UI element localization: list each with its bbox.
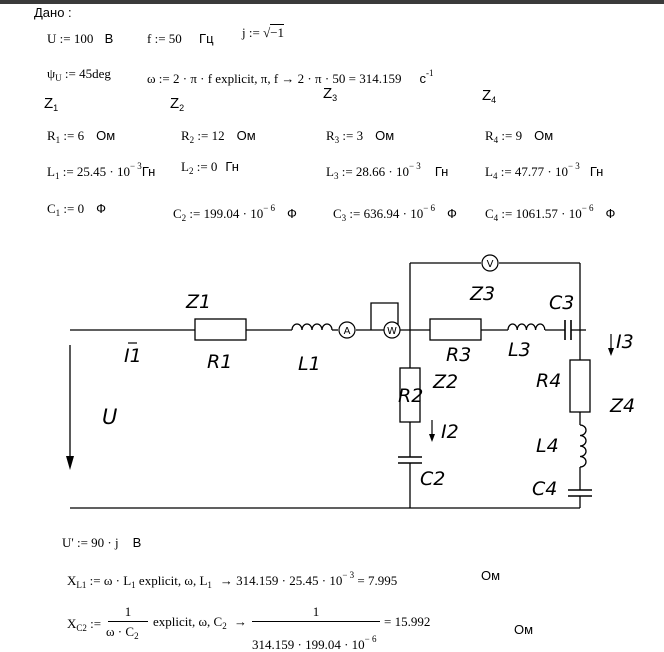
z2-heading: $Z_2$ bbox=[170, 95, 185, 113]
inductor-l4 bbox=[580, 425, 586, 467]
xc2-denominator-evaluated: $314.159 \cdot 199.04 \cdot 10^{- 6}$ bbox=[252, 634, 377, 652]
xc2-explicit: explicit, ω, $C_2$ bbox=[153, 614, 227, 631]
xc2-fraction-bar-evaluated bbox=[252, 621, 380, 622]
xc2-fraction-bar bbox=[108, 621, 148, 622]
label-z1: Z1 bbox=[186, 291, 212, 313]
capacitor-c2 bbox=[398, 457, 422, 463]
c1-definition: $C_1$ := 0 Ф bbox=[47, 201, 107, 218]
z1-heading: $Z_1$ bbox=[44, 95, 59, 113]
xc2-numerator-evaluated: 1 bbox=[312, 604, 320, 619]
xc2-unit: Ом bbox=[514, 622, 534, 637]
voltage-definition: U := 100 В bbox=[47, 31, 114, 46]
inductor-l3 bbox=[508, 324, 545, 330]
xc2-numerator: 1 bbox=[124, 604, 132, 619]
xc2-arrow: → bbox=[234, 614, 247, 629]
label-i2: I2 bbox=[441, 421, 459, 443]
current-i2-arrowhead bbox=[429, 434, 435, 442]
circuit-wires bbox=[70, 263, 586, 508]
l2-definition: $L_2$ := 0 Гн bbox=[181, 159, 239, 176]
label-c3: C3 bbox=[549, 292, 575, 314]
window-top-border bbox=[0, 0, 664, 4]
circuit-diagram bbox=[0, 240, 664, 530]
c2-definition: $C_2$ := $199.04 \cdot 10^{- 6}$ Ф bbox=[173, 203, 297, 223]
label-c4: C4 bbox=[532, 478, 558, 500]
angular-frequency-definition: ω := 2 · π · f explicit, π, f → 2 · π · 50 = 314.159 $c^{-1}$ bbox=[147, 68, 434, 86]
label-l4: L4 bbox=[536, 435, 559, 457]
section-title: Дано : bbox=[34, 5, 72, 20]
inductor-l1 bbox=[292, 324, 332, 330]
resistor-r1 bbox=[195, 319, 246, 340]
label-r4: R4 bbox=[536, 370, 562, 392]
r3-definition: $R_3$ := 3 Ом bbox=[326, 128, 395, 145]
xc2-denominator: $\omega \cdot C_2$ bbox=[106, 624, 139, 641]
label-l3: L3 bbox=[508, 339, 531, 361]
xl1-definition: $X_{L1}$ := $\omega \cdot L_1$ explicit, ω, $L_1 \to 314.159 \cdot 25.45 \cdot 10^{- 3} = 7.995$ bbox=[67, 570, 398, 590]
label-r2: R2 bbox=[398, 385, 424, 407]
resistor-r3 bbox=[430, 319, 481, 340]
r2-definition: $R_2$ := 12 Ом bbox=[181, 128, 256, 145]
label-i1: I1 bbox=[124, 345, 142, 367]
label-z4: Z4 bbox=[610, 395, 636, 417]
xc2-symbol: $X_{C2}$ := bbox=[67, 616, 102, 633]
z3-heading: $Z_3$ bbox=[323, 85, 338, 103]
label-u: U bbox=[102, 405, 118, 429]
l1-definition: $L_1$ := $25.45 \cdot 10^{- 3}Гн$ bbox=[47, 161, 156, 181]
current-i3-arrowhead bbox=[608, 348, 614, 356]
label-r3: R3 bbox=[446, 344, 472, 366]
c3-definition: $C_3$ := $636.94 \cdot 10^{- 6}$ Ф bbox=[333, 203, 457, 223]
voltmeter-label: V bbox=[486, 259, 494, 270]
wattmeter-label: W bbox=[387, 326, 397, 337]
ammeter-label: A bbox=[343, 326, 351, 337]
phase-definition: $\psi_U$ := 45deg bbox=[47, 66, 111, 83]
label-l1: L1 bbox=[298, 353, 321, 375]
label-z2: Z2 bbox=[433, 371, 459, 393]
imaginary-unit-definition: j := √−1 bbox=[242, 25, 285, 40]
l4-definition: $L_4$ := $47.77 \cdot 10^{- 3}$ Гн bbox=[485, 161, 604, 181]
l3-definition: $L_3$ := $28.66 \cdot 10^{- 3}$ Гн bbox=[326, 161, 449, 181]
voltage-arrowhead bbox=[66, 456, 74, 470]
resistor-r4 bbox=[570, 360, 590, 412]
z4-heading: $Z_4$ bbox=[482, 87, 497, 105]
label-i3: I3 bbox=[616, 331, 634, 353]
frequency-definition: f := 50 Гц bbox=[147, 31, 214, 46]
r1-definition: $R_1$ := 6 Ом bbox=[47, 128, 116, 145]
xc2-result: = 15.992 bbox=[384, 614, 431, 629]
xl1-unit: Ом bbox=[481, 568, 501, 583]
label-z3: Z3 bbox=[470, 283, 496, 305]
r4-definition: $R_4$ := 9 Ом bbox=[485, 128, 554, 145]
capacitor-c4 bbox=[568, 490, 592, 496]
capacitor-c3 bbox=[565, 320, 571, 340]
u-prime-definition: U' := 90 · j В bbox=[62, 535, 142, 550]
c4-definition: $C_4$ := $1061.57 \cdot 10^{- 6}$ Ф bbox=[485, 203, 616, 223]
label-r1: R1 bbox=[207, 351, 233, 373]
label-c2: C2 bbox=[420, 468, 446, 490]
